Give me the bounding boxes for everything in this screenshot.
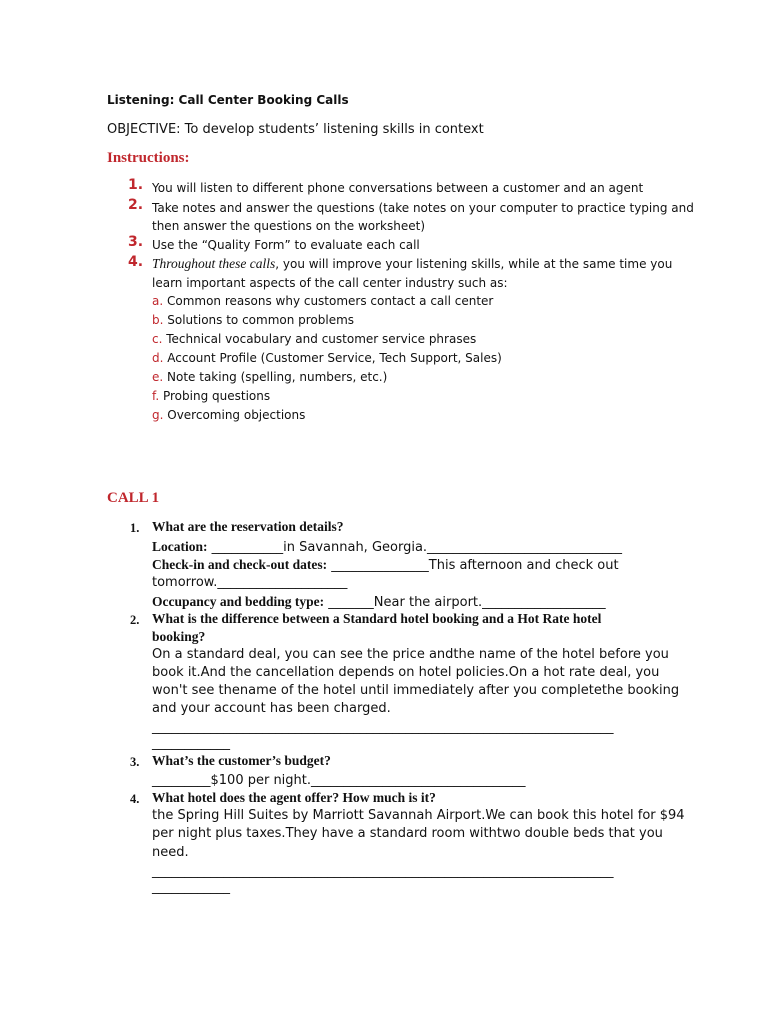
italic-phrase: Throughout these calls [152,256,276,271]
question-text: What is the difference between a Standard hotel booking and a Hot Rate hotel [152,611,602,626]
question-number: 2. [130,613,140,627]
list-item: e. Note taking (spelling, numbers, etc.) [152,370,388,384]
list-item: f. Probing questions [152,389,271,403]
answer-line: _________$100 per night._________________________________ [152,773,526,788]
instructions-heading: Instructions: [107,150,190,166]
answer-rule: _______________________________________________________________________ [152,864,614,879]
objective-line: OBJECTIVE: To develop students’ listening skills in context [107,122,484,137]
question-number: 1. [130,521,140,535]
question-text: What hotel does the agent offer? How much is it? [152,790,436,805]
instruction-text: Take notes and answer the questions (take notes on your computer to practice typing and [152,201,694,215]
answer-line: need. [152,845,189,860]
list-number: 2. [128,197,144,213]
answer-rule: ____________ [152,880,230,895]
answer-line: book it.And the cancellation depends on hotel policies.On a hot rate deal, you [152,665,660,680]
list-item: c. Technical vocabulary and customer service phrases [152,332,477,346]
question-text: What are the reservation details? [152,519,344,534]
answer-line: tomorrow.____________________ [152,575,348,590]
answer-line: and your account has been charged. [152,701,391,716]
instruction-text: Use the “Quality Form” to evaluate each call [152,238,420,252]
answer-rule: ____________ [152,736,230,751]
answer-line: On a standard deal, you can see the price andthe name of the hotel before you [152,647,669,662]
answer-line: won't see thename of the hotel until immediately after you completethe booking [152,683,680,698]
answer-line: per night plus taxes.They have a standard room withtwo double beds that you [152,826,663,841]
answer-line: the Spring Hill Suites by Marriott Savannah Airport.We can book this hotel for $94 [152,808,685,823]
list-item: g. Overcoming objections [152,408,306,422]
list-number: 1. [128,177,144,193]
question-number: 4. [130,792,140,806]
instruction-text: Throughout these calls, you will improve your listening skills, while at the same time you [152,256,673,271]
question-text: booking? [152,629,206,644]
answer-line: Location: ___________in Savannah, Georgia.______________________________ [152,539,623,555]
call-heading: CALL 1 [107,490,160,506]
list-number: 3. [128,234,144,250]
document-title: Listening: Call Center Booking Calls [107,93,349,107]
question-number: 3. [130,755,140,769]
instruction-text: learn important aspects of the call center industry such as: [152,276,508,290]
list-number: 4. [128,254,144,270]
answer-line: Occupancy and bedding type: _______Near the airport.___________________ [152,594,606,610]
instruction-text: You will listen to different phone conversations between a customer and an agent [152,181,644,195]
list-item: b. Solutions to common problems [152,313,355,327]
answer-line: Check-in and check-out dates: _______________This afternoon and check out [152,557,619,573]
list-item: a. Common reasons why customers contact a call center [152,294,494,308]
answer-rule: _______________________________________________________________________ [152,720,614,735]
list-item: d. Account Profile (Customer Service, Tech Support, Sales) [152,351,502,365]
question-text: What’s the customer’s budget? [152,753,331,768]
instruction-text: then answer the questions on the worksheet) [152,219,426,233]
